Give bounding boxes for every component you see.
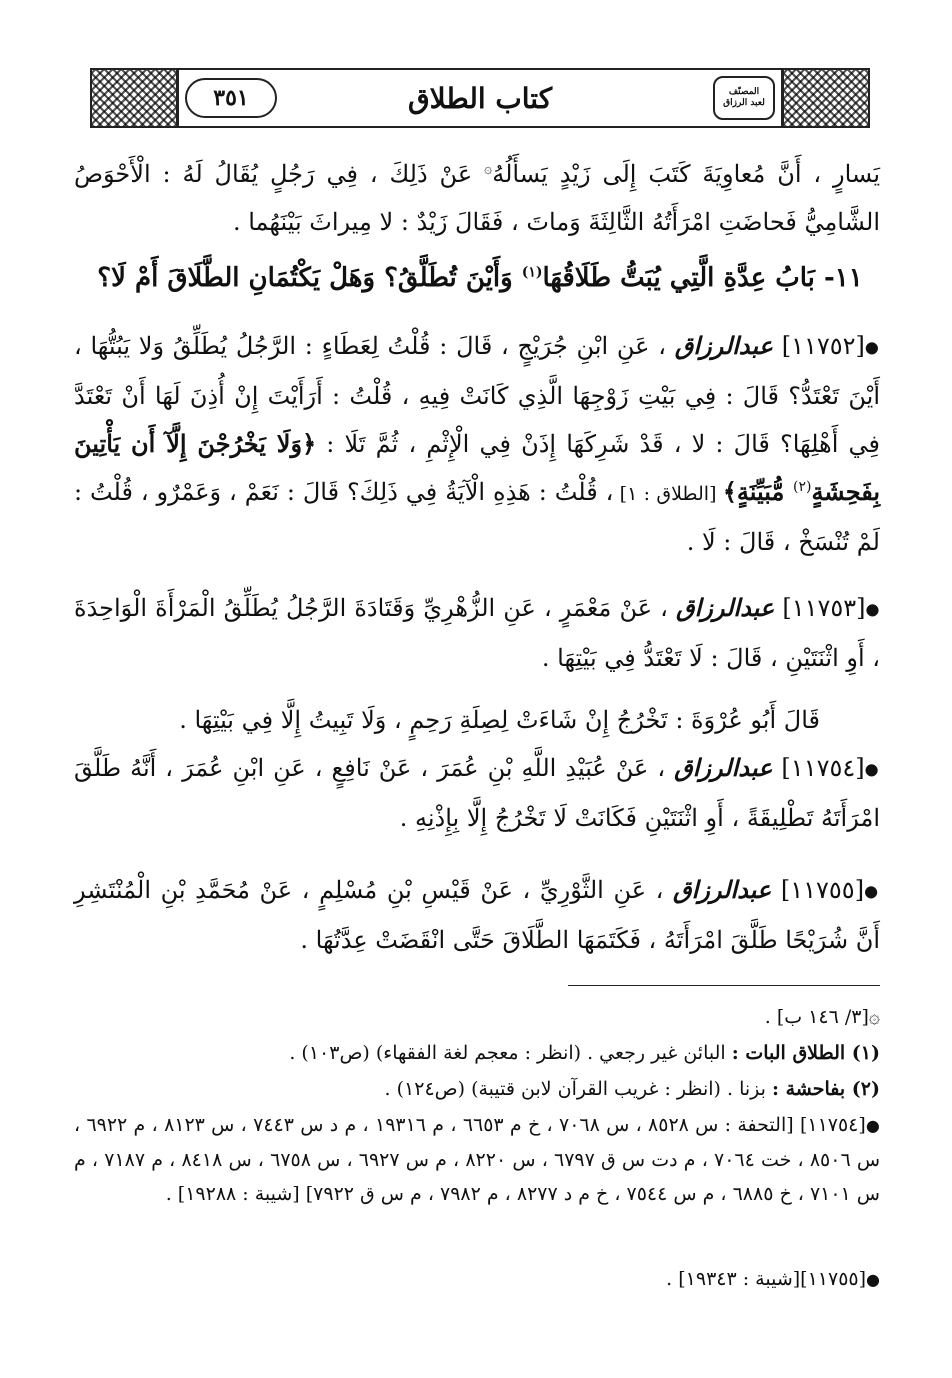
hadith-text: ، عَنِ الثَّوْرِيِّ ، عَنْ قَيْسِ بْنِ مُسْلِمٍ ، عَنْ مُحَمَّدِ بْنِ الْمُنْتَشِرِ أَنَّ شُرَيْحًا طَلَّقَ امْرَأَتَهُ ، فَكَتَمَهَا الطَّلَاقَ حَتَّى انْقَضَتْ عِدَّتُهَا . — [74, 876, 880, 954]
hadith-11755 — [74, 866, 880, 964]
footnote-1-term: (١) الطلاق البات : — [731, 1042, 880, 1064]
hadith-text: ، عَنْ مَعْمَرٍ ، عَنِ الزُّهْرِيِّ وَقَتَادَةَ الرَّجُلُ يُطَلِّقُ الْمَرْأَةَ الْوَاحِدَةَ ، أَوِ اثْنَتَيْنِ ، قَالَ : لَا تَعْتَدُّ فِي بَيْتِهَا . — [74, 594, 880, 672]
hadith-text-cont: ، قُلْتُ : هَذِهِ الْآيَةُ فِي ذَلِكَ؟ قَالَ : نَعَمْ ، وَعَمْرٌو ، قُلْتُ : لَمْ تُنْسَخْ ، قَالَ : لَا . — [74, 477, 880, 556]
takhrij-number: [١١٧٥٤] — [799, 1114, 866, 1136]
chapter-heading — [80, 252, 880, 304]
footnote-ref-1: (١) — [521, 264, 543, 281]
takhrij-text: [التحفة : س ٨٥٢٨ ، س ٧٠٦٨ ، خ م ٦٦٥٣ ، م ١٩٣١٦ ، م د س ٧٤٤٣ ، س ٨١٢٣ ، م ٦٩٢٢ ، س ٨٥٠٦ ، خت ٧٠٦٤ ، م دت س ق ٦٧٩٧ ، س ٨٢٢٠ ، م س ٦٩٢٧ ، س ٦٧٥٨ ، س ٨٤١٨ ، م ٧١٨٧ ، م س ٧١٠١ ، خ ٦٨٨٥ ، م س ٧٥٤٤ ، خ م د ٨٢٧٧ ، م ٧٩٨٢ ، م س ق ٧٩٢٢] [شيبة : ١٩٢٨٨] . — [74, 1114, 881, 1205]
bullet-icon: ● — [864, 759, 880, 779]
footnote-ref-2: (٢) — [792, 478, 812, 495]
hadith-11754 — [74, 744, 880, 842]
bullet-icon: ● — [865, 1116, 881, 1135]
hadith-number: [١١٧٥٤] — [781, 754, 865, 782]
header-ornament-left — [92, 70, 178, 126]
bullet-icon: ● — [866, 1270, 880, 1289]
bullet-icon: ● — [864, 337, 880, 357]
page-header — [90, 68, 870, 128]
footnote-2 — [74, 1072, 880, 1106]
intro-paragraph — [74, 150, 880, 246]
intro-text-2: عَنْ ذَلِكَ ، فِي رَجُلٍ يُقَالُ لَهُ : الْأَحْوَصُ الشَّامِيُّ فَحاضَتِ امْرَأَتُهُ الثَّالِثَةَ وَماتَ ، فَقَالَ زَيْدٌ : لا مِيراثَ بَيْنَهُما . — [74, 160, 880, 236]
header-ornament-right — [782, 70, 868, 126]
header-title-band — [178, 70, 782, 126]
bullet-icon: ● — [864, 881, 880, 901]
footnote-1 — [74, 1036, 880, 1070]
quran-quote-end: مُّبَيِّنَةٍ﴾ — [722, 476, 793, 506]
book-emblem — [713, 76, 775, 120]
hadith-author: عبدالرزاق — [675, 593, 775, 622]
chapter-heading-prefix: ١١- بَابُ عِدَّةِ الَّتِي يُبَتُّ طَلَاقُهَا — [542, 263, 863, 293]
footnote-2-term: (٢) بفاحشة : — [771, 1078, 880, 1100]
footnote-1-text: البائن غير رجعي . (انظر : معجم لغة الفقهاء) (ص١٠٣) . — [289, 1042, 732, 1064]
takhrij-text: [شيبة : ١٩٣٤٣] . — [666, 1268, 801, 1290]
takhrij-11754 — [74, 1108, 880, 1211]
hadith-11753-comment: قَالَ أَبُو عُرْوَةَ : تَخْرُجُ إِنْ شَاءَتْ لِصِلَةِ رَحِمٍ ، وَلَا تَبِيتُ إِلَّا فِي بَيْتِهَا . — [179, 706, 820, 734]
hadith-number: [١١٧٥٢] — [781, 332, 865, 360]
takhrij-number: [١١٧٥٥] — [800, 1268, 867, 1290]
hadith-text: ، عَنْ عُبَيْدِ اللَّهِ بْنِ عُمَرَ ، عَنْ نَافِعٍ ، عَنِ ابْنِ عُمَرَ ، أَنَّهُ طَلَّقَ امْرَأَتَهُ تَطْلِيقَةً ، أَوِ اثْنَتَيْنِ فَكَانَتْ لَا تَخْرُجُ إِلَّا بِإِذْنِهِ . — [74, 754, 880, 832]
hadith-author: عبدالرزاق — [674, 753, 773, 782]
hadith-author: عبدالرزاق — [674, 331, 773, 360]
hadith-number: [١١٧٥٥] — [780, 876, 865, 904]
takhrij-11755 — [74, 1262, 880, 1297]
quran-reference: [الطلاق : ١] — [613, 482, 723, 505]
hadith-11752 — [74, 322, 880, 566]
book-title: كتاب الطلاق — [407, 81, 553, 115]
bullet-icon: ● — [865, 599, 880, 619]
chapter-heading-suffix: وَأَيْنَ تُطَلَّقُ؟ وَهَلْ يَكْتُمَانِ الطَّلَاقَ أَمْ لَا؟ — [97, 263, 522, 293]
footnote-separator — [568, 985, 880, 986]
quran-quote: ﴿وَلَا يَخْرُجْنَ إِلَّآ أَن يَأْتِينَ بِفَحِشَةٍ — [74, 428, 881, 506]
footnote-2-text: بزنا . (انظر : غريب القرآن لابن قتيبة) (ص١٢٤) . — [384, 1078, 772, 1100]
hadith-author: عبدالرزاق — [672, 875, 772, 904]
footnote-folio: ۞[٣/ ١٤٦ ب] . — [764, 1006, 880, 1028]
emblem-line-2: لعبد الرزاق — [723, 98, 765, 108]
hadith-11753 — [74, 584, 880, 682]
intro-text-1: يَسارٍ ، أَنَّ مُعاوِيَةَ كَتَبَ إِلَى زَيْدٍ يَسأَلُهُ — [492, 160, 880, 188]
page-number: ٣٥١ — [185, 78, 277, 118]
hadith-number: [١١٧٥٣] — [782, 594, 866, 622]
hadith-text: ، عَنِ ابْنِ جُرَيْجٍ ، قَالَ : قُلْتُ لِعَطَاءٍ : الرَّجُلُ يُطَلِّقُ وَلا يَبُتُّهَا ، أَيْنَ تَعْتَدُّ؟ قَالَ : فِي بَيْتِ زَوْجِهَا الَّذِي كَانَتْ فِيهِ ، قُلْتُ : أَرَأَيْتَ إِنْ أُذِنَ لَهَا أَنْ تَعْتَدَّ فِي أَهْلِهَا؟ قَالَ : لا ، قَدْ شَرِكَهَا إِذَنْ فِي الْإِثْمِ ، ثُمَّ تَلَا : — [74, 332, 880, 458]
emblem-line-1: المصنّف — [728, 87, 760, 97]
folio-marker-icon: ۞ — [484, 161, 493, 177]
